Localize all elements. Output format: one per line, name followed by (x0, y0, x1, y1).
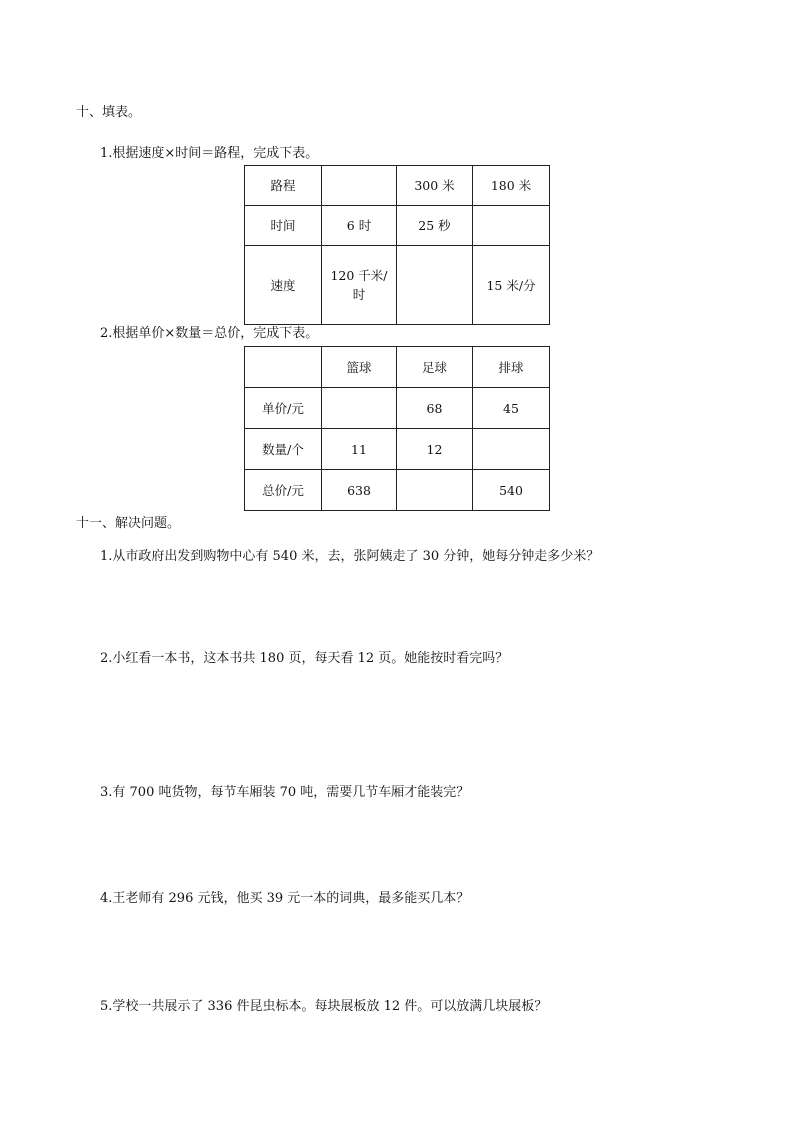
table-cell-blank[interactable] (473, 429, 550, 470)
table-cell: 68 (397, 388, 473, 429)
table-cell: 25 秒 (397, 206, 473, 246)
table-cell: 540 (473, 470, 550, 511)
problem-2: 2.小红看一本书，这本书共 180 页，每天看 12 页。她能按时看完吗？ (100, 651, 509, 666)
table-cell: 单价/元 (245, 388, 322, 429)
price-quantity-total-table (244, 346, 550, 511)
q1-prompt: 1.根据速度×时间＝路程，完成下表。 (100, 146, 319, 161)
table-cell (245, 347, 322, 388)
table-cell: 6 时 (322, 206, 397, 246)
table-cell: 速度 (245, 246, 322, 325)
table-cell: 时间 (245, 206, 322, 246)
table-cell: 638 (322, 470, 397, 511)
problem-3: 3.有 700 吨货物，每节车厢装 70 吨，需要几节车厢才能装完？ (100, 785, 470, 800)
table-cell-blank[interactable] (322, 388, 397, 429)
table-cell: 180 米 (473, 166, 550, 206)
table-cell: 足球 (397, 347, 473, 388)
table-row (245, 166, 550, 206)
problem-1: 1.从市政府出发到购物中心有 540 米，去，张阿姨走了 30 分钟，她每分钟走多少米？ (100, 549, 600, 564)
table-cell: 路程 (245, 166, 322, 206)
table-row (245, 206, 550, 246)
table-row (245, 347, 550, 388)
table-row (245, 429, 550, 470)
table-cell: 篮球 (322, 347, 397, 388)
problem-4: 4.王老师有 296 元钱，他买 39 元一本的词典，最多能买几本？ (100, 891, 470, 906)
table-cell: 总价/元 (245, 470, 322, 511)
section-10-heading: 十、填表。 (76, 105, 142, 120)
table-cell: 11 (322, 429, 397, 470)
speed-time-distance-table (244, 165, 550, 325)
table-cell: 15 米/分 (473, 246, 550, 325)
table-cell-blank[interactable] (322, 166, 397, 206)
table-cell: 45 (473, 388, 550, 429)
table-cell-blank[interactable] (473, 206, 550, 246)
section-11-heading: 十一、解决问题。 (76, 516, 181, 531)
table-cell: 120 千米/时 (322, 246, 397, 325)
problem-5: 5.学校一共展示了 336 件昆虫标本。每块展板放 12 件。可以放满几块展板？ (100, 999, 548, 1014)
table-row (245, 246, 550, 325)
table-row (245, 470, 550, 511)
table-cell: 12 (397, 429, 473, 470)
q2-prompt: 2.根据单价×数量＝总价，完成下表。 (100, 326, 319, 341)
table-cell-blank[interactable] (397, 470, 473, 511)
table-cell: 300 米 (397, 166, 473, 206)
table-cell: 数量/个 (245, 429, 322, 470)
table-row (245, 388, 550, 429)
table-cell: 排球 (473, 347, 550, 388)
table-cell-blank[interactable] (397, 246, 473, 325)
